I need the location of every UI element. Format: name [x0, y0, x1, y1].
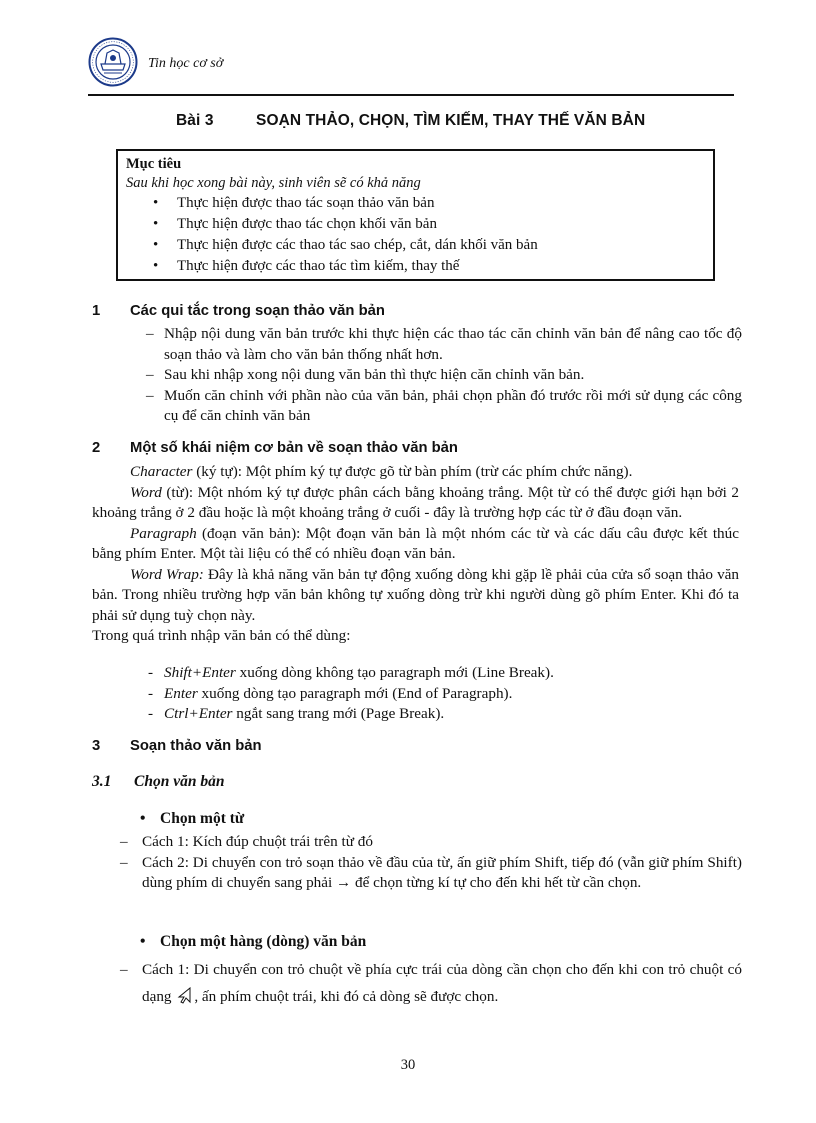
university-seal-icon	[88, 37, 138, 87]
list-item: - Enter xuống dòng tạo paragraph mới (End of Paragraph).	[148, 684, 513, 702]
select-word-list	[92, 832, 742, 894]
list-item: • Thực hiện được các thao tác sao chép, cắt, dán khối văn bản	[126, 235, 713, 256]
select-word-heading: • Chọn một từ	[140, 810, 245, 827]
word-definition: Word (từ): Một nhóm ký tự được phân cách bằng khoảng trắng. Một từ có thể được giới hạn bởi 2 khoảng trắng ở 2 đầu hoặc là một khoảng trắng ở cuối - đây là trường hợp các từ ở đầu đoạn văn.	[92, 483, 739, 521]
paragraph-definition: Paragraph (đoạn văn bản): Một đoạn văn bản là một nhóm các từ và các dấu câu được kết thúc bằng phím Enter. Một tài liệu có thể có nhiều đoạn văn bản.	[92, 524, 739, 562]
bullet-icon: •	[140, 810, 146, 827]
page-number: 30	[400, 1057, 416, 1073]
list-item: – Muốn căn chỉnh với phần nào của văn bản, phải chọn phần đó trước rồi mới sử dụng các công cụ để căn chỉnh văn bản	[146, 386, 742, 424]
mouse-pointer-icon	[177, 987, 192, 1004]
list-item: – Nhập nội dung văn bản trước khi thực hiện các thao tác căn chỉnh văn bản để nâng cao tốc độ soạn thảo và làm cho văn bản thống nhất hơn.	[146, 325, 742, 363]
bullet-icon: •	[153, 195, 159, 211]
bullet-icon: •	[153, 237, 159, 253]
select-line-heading: • Chọn một hàng (dòng) văn bản	[140, 933, 367, 950]
list-item: – Cách 1: Kích đúp chuột trái trên từ đó	[120, 833, 373, 850]
section-1-heading: 1 Các qui tắc trong soạn thảo văn bản	[92, 303, 385, 319]
objectives-box	[116, 149, 715, 281]
list-item: – Cách 2: Di chuyển con trỏ soạn thảo về đầu của từ, ấn giữ phím Shift, tiếp đó (vẫn giữ phím Shift) dùng phím di chuyển sang phải → để chọn từng kí tự cho đến khi hết từ cần chọn.	[120, 853, 742, 891]
lesson-title-text: SOẠN THẢO, CHỌN, TÌM KIẾM, THAY THẾ VĂN BẢN	[256, 112, 646, 129]
bullet-icon: •	[153, 258, 159, 274]
list-item: • Thực hiện được các thao tác tìm kiếm, thay thế	[126, 256, 713, 277]
objectives-heading: Mục tiêu	[126, 156, 182, 172]
lesson-number: Bài 3	[176, 112, 214, 129]
list-item: – Sau khi nhập xong nội dung văn bản thì thực hiện căn chỉnh văn bản.	[146, 366, 585, 383]
subsection-3-1-heading: 3.1 Chọn văn bản	[92, 773, 225, 790]
list-item: • Thực hiện được thao tác soạn thảo văn bản	[126, 193, 713, 214]
lesson-title	[176, 112, 645, 130]
section-2-body	[92, 462, 739, 647]
right-arrow-icon: →	[336, 874, 352, 891]
character-definition: Character (ký tự): Một phím ký tự được gõ từ bàn phím (trừ các phím chức năng).	[130, 463, 633, 480]
objectives-list	[126, 193, 713, 277]
section-1-list	[92, 324, 742, 427]
section-3-heading: 3 Soạn thảo văn bản	[92, 738, 262, 754]
list-item: - Shift+Enter xuống dòng không tạo paragraph mới (Line Break).	[148, 664, 554, 681]
page-header	[88, 37, 734, 95]
bullet-icon: •	[140, 933, 146, 950]
wordwrap-definition: Word Wrap: Đây là khả năng văn bản tự động xuống dòng khi gặp lề phải của cửa sổ soạn thảo văn bản. Trong nhiều trường hợp văn bản không tự xuống dòng trừ khi người dùng gõ phím Enter. Khi đó ta phải sử dụng tuỳ chọn này.	[92, 565, 739, 624]
list-item: - Ctrl+Enter ngắt sang trang mới (Page Break).	[148, 705, 445, 722]
keys-list	[92, 663, 672, 725]
section-2-heading: 2 Một số khái niệm cơ bản về soạn thảo văn bản	[92, 440, 458, 456]
header-divider	[88, 94, 734, 96]
objectives-intro: Sau khi học xong bài này, sinh viên sẽ có khả năng	[126, 175, 421, 191]
bullet-icon: •	[153, 216, 159, 232]
header-title: Tin học cơ sở	[148, 56, 224, 71]
select-line-list	[92, 956, 742, 1010]
input-intro: Trong quá trình nhập văn bản có thể dùng:	[92, 627, 351, 644]
list-item: – Cách 1: Di chuyển con trỏ chuột về phía cực trái của dòng cần chọn cho đến khi con trỏ chuột có dạng , ấn phím chuột trái, khi đó cả dòng sẽ được chọn.	[120, 961, 742, 1005]
list-item: • Thực hiện được thao tác chọn khối văn bản	[126, 214, 713, 235]
